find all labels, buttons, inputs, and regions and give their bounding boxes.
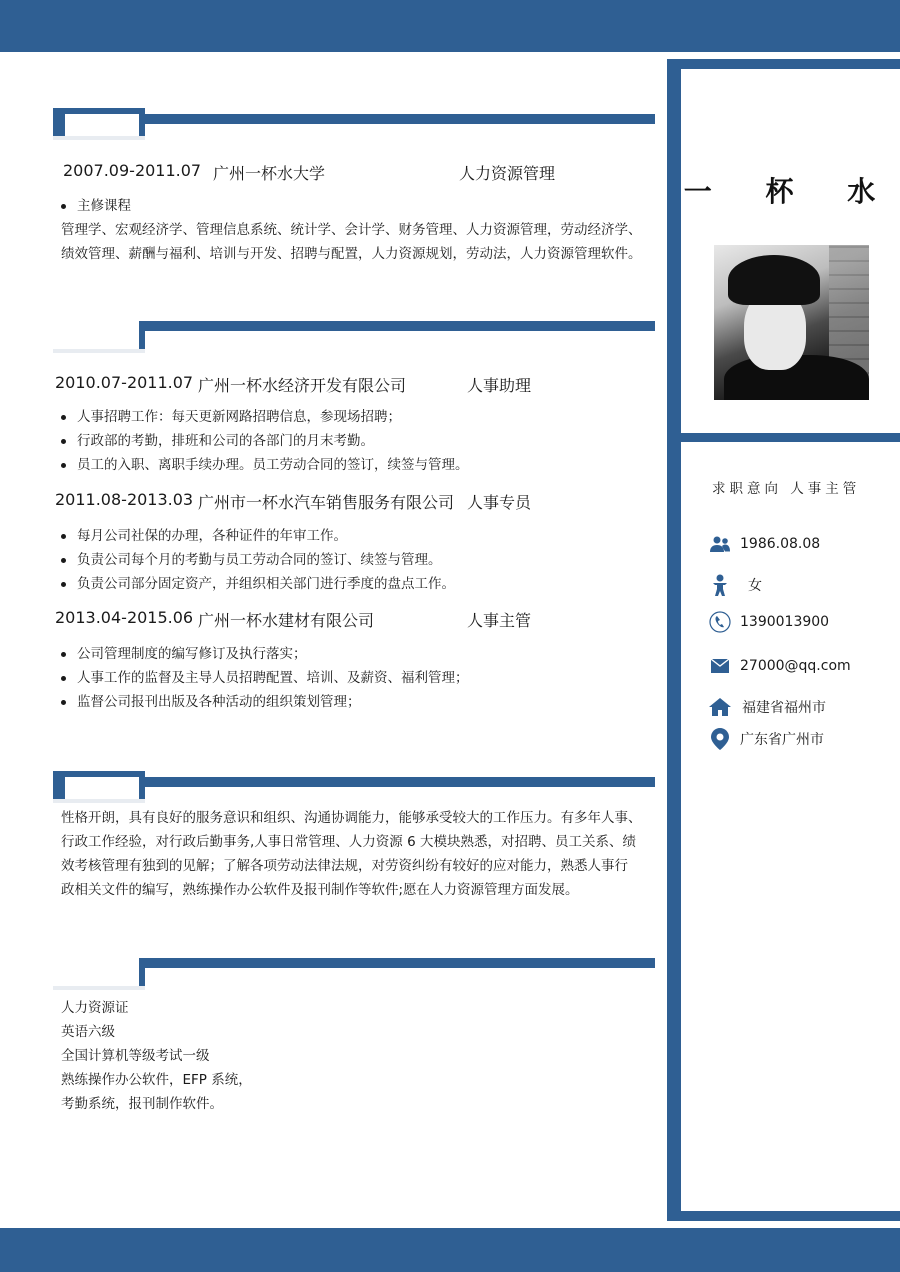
list-item: 人事工作的监督及主导人员招聘配置、培训、及薪资、福利管理； — [57, 666, 469, 690]
list-item: 全国计算机等级考试一级 — [61, 1048, 210, 1064]
email-row — [709, 655, 851, 677]
job-2-period: 2011.08-2013.03 — [55, 490, 194, 509]
sidebar-top-line — [681, 59, 900, 69]
job-1-company: 广州一杯水经济开发有限公司 — [198, 376, 407, 395]
bottom-banner — [0, 1228, 900, 1272]
list-item: 英语六级 — [61, 1024, 115, 1040]
list-item: 考勤系统，报刊制作软件。 — [61, 1096, 223, 1112]
job-3-duties — [57, 642, 469, 714]
native-place-row — [709, 696, 826, 718]
mail-icon — [709, 655, 731, 677]
phone-icon — [709, 611, 731, 633]
job-intent: 求职意向 人事主管 — [712, 481, 861, 497]
native-place: 福建省福州市 — [742, 700, 826, 716]
location-row — [709, 728, 824, 750]
list-item: 员工的入职、离职手续办理。员工劳动合同的签订，续签与管理。 — [57, 453, 469, 477]
birth-date: 1986.08.08 — [740, 536, 821, 552]
location: 广东省广州市 — [740, 732, 824, 748]
list-item: 熟练操作办公软件，EFP 系统， — [61, 1072, 252, 1088]
education-school: 广州一杯水大学 — [213, 164, 326, 183]
person-icon — [709, 533, 731, 555]
job-3-company: 广州一杯水建材有限公司 — [198, 611, 375, 630]
skills-list — [61, 996, 252, 1116]
list-item: 每月公司社保的办理，各种证件的年审工作。 — [57, 524, 455, 548]
gender: 女 — [748, 578, 762, 594]
sidebar-border — [667, 59, 681, 1221]
courses-line-1: 管理学、宏观经济学、管理信息系统、统计学、会计学、财务管理、人力资源管理，劳动经济学、 — [61, 222, 642, 238]
evaluation-line-3: 效考核管理有独到的见解；了解各项劳动法律法规，对劳资纠纷有较好的应对能力，熟悉人事行 — [61, 858, 628, 874]
evaluation-line-2: 行政工作经验，对行政后勤事务,人事日常管理、人力资源 6 大模块熟悉，对招聘、员工关系、绩 — [61, 834, 636, 850]
sidebar-bottom-line — [681, 1211, 900, 1221]
location-pin-icon — [709, 728, 731, 750]
list-item: 人事招聘工作：每天更新网路招聘信息，参现场招聘； — [57, 405, 469, 429]
list-item: 主修课程 — [57, 194, 131, 218]
section-header-experience — [53, 321, 655, 365]
birth-row — [709, 533, 820, 555]
list-item: 人力资源证 — [61, 1000, 129, 1016]
phone-row — [709, 611, 829, 633]
list-item: 公司管理制度的编写修订及执行落实； — [57, 642, 469, 666]
evaluation-line-1: 性格开朗，具有良好的服务意识和组织、沟通协调能力，能够承受较大的工作压力。有多年人事、 — [61, 810, 642, 826]
job-1-period: 2010.07-2011.07 — [55, 373, 194, 392]
job-2-role: 人事专员 — [467, 493, 532, 512]
job-2-company: 广州市一杯水汽车销售服务有限公司 — [198, 493, 455, 512]
list-item: 负责公司部分固定资产，并组织相关部门进行季度的盘点工作。 — [57, 572, 455, 596]
job-1-duties — [57, 405, 469, 477]
home-icon — [709, 696, 731, 718]
education-period: 2007.09-2011.07 — [63, 161, 202, 180]
child-icon — [709, 574, 731, 596]
profile-photo — [714, 245, 869, 400]
evaluation-line-4: 政相关文件的编写，熟练操作办公软件及报刊制作等软件;愿在人力资源管理方面发展。 — [61, 882, 579, 898]
job-3-role: 人事主管 — [467, 611, 532, 630]
list-item: 负责公司每个月的考勤与员工劳动合同的签订、续签与管理。 — [57, 548, 455, 572]
top-banner — [0, 0, 900, 52]
candidate-name: 一 杯 水 — [683, 175, 898, 208]
education-major: 人力资源管理 — [459, 164, 556, 183]
list-item: 行政部的考勤，排班和公司的各部门的月末考勤。 — [57, 429, 469, 453]
section-header-education — [53, 108, 655, 152]
list-item: 监督公司报刊出版及各种活动的组织策划管理； — [57, 690, 469, 714]
gender-row — [709, 574, 762, 596]
courses-line-2: 绩效管理、薪酬与福利、培训与开发、招聘与配置，人力资源规划，劳动法，人力资源管理软件。 — [61, 246, 642, 262]
sidebar-divider — [681, 433, 900, 442]
courses-list — [57, 194, 131, 218]
job-3-period: 2013.04-2015.06 — [55, 608, 194, 627]
email-address: 27000@qq.com — [740, 658, 851, 674]
job-1-role: 人事助理 — [467, 376, 532, 395]
phone-number: 1390013900 — [740, 614, 830, 630]
job-2-duties — [57, 524, 455, 596]
